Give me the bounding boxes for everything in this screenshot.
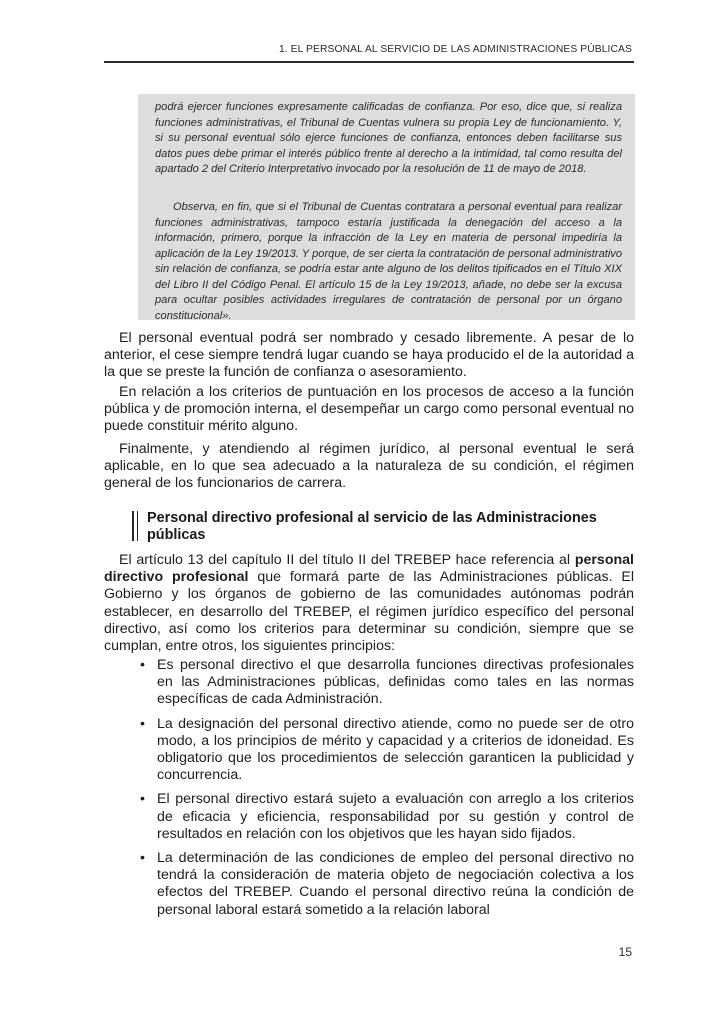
bullet-icon: •	[140, 850, 145, 867]
section-heading: Personal directivo profesional al servicio de las Administraciones públicas	[147, 510, 597, 543]
body-paragraph-3: Finalmente, y atendiendo al régimen jurídico, al personal eventual le será aplicable, en lo que sea adecuado a la naturaleza de su condición, el régimen general de los funcionarios de carrera.	[104, 441, 634, 492]
list-item-text: El personal directivo estará sujeto a evaluación con arreglo a los criterios de eficacia y eficiencia, responsabilidad por su gestión y control de resultados en relación con los objetivos que les hayan sido fijados.	[157, 791, 634, 842]
bullet-icon: •	[140, 715, 145, 732]
list-item-text: Es personal directivo el que desarrolla funciones directivas profesionales en las Administraciones públicas, definidas como tales en las normas específicas de cada Administración.	[157, 657, 634, 708]
running-header: 1. EL PERSONAL AL SERVICIO DE LAS ADMINISTRACIONES PÚBLICAS	[278, 44, 632, 55]
list-item-text: La designación del personal directivo atiende, como no puede ser de otro modo, a los principios de mérito y capacidad y a criterios de idoneidad. Es obligatorio que los procedimientos de selección garanticen la publicidad y concurrencia.	[157, 715, 634, 784]
quote-paragraph-2: Observa, en fin, que si el Tribunal de Cuentas contratara a personal eventual para realizar funciones administrativas, tampoco estaría justificada la denegación del acceso a la información, primero, porque la infracción de la Ley en materia de personal impediría la aplicación de la Ley 19/2013. Y porque, de ser cierta la contratación de personal administrativo sin relación de confianza, se podría estar ante alguno de los delitos tipificados en el Título XIX del Libro II del Código Penal. El artículo 15 de la Ley 19/2013, añade, no debe ser la excusa para ocultar posibles actividades irregulares de contratación de personal por un órgano constitucional».	[155, 201, 622, 322]
bullet-icon: •	[140, 657, 145, 673]
intro-text-end: que formará parte de las Administraciones públicas. El Gobierno y los órganos de gobierno de las comunidades autónomas podrán establecer, en desarrollo del TREBEP, el régimen jurídico específico del personal directivo, así como los criterios para determinar su condición, siempre que se cumplan, entre otros, los siguientes principios:	[104, 569, 634, 655]
body-paragraph-1: El personal eventual podrá ser nombrado y cesado libremente. A pesar de lo anterior, el cese siempre tendrá lugar cuando se haya producido el de la autoridad a la que se preste la función de confianza o asesoramiento.	[104, 330, 634, 381]
page-number: 15	[618, 945, 632, 959]
header-rule	[104, 61, 634, 63]
principles-list	[140, 657, 634, 926]
section-intro-paragraph	[104, 552, 634, 655]
list-item	[140, 791, 634, 843]
intro-text-start: El artículo 13 del capítulo II del título II del TREBEP hace referencia al	[119, 552, 575, 568]
list-item	[140, 657, 634, 709]
list-item	[140, 850, 634, 919]
bullet-icon: •	[140, 791, 145, 808]
list-item	[140, 716, 634, 785]
section-heading-marker	[132, 511, 138, 541]
body-paragraph-2: En relación a los criterios de puntuación en los procesos de acceso a la función pública y de promoción interna, el desempeñar un cargo como personal eventual no puede constituir mérito alguno.	[104, 384, 634, 435]
quote-paragraph-1: podrá ejercer funciones expresamente calificadas de confianza. Por eso, dice que, si realiza funciones administrativas, el Tribunal de Cuentas vulnera su propia Ley de funcionamiento. Y, si su personal eventual sólo ejerce funciones de confianza, entonces deben facilitarse sus datos pues debe primar el interés público frente al derecho a la intimidad, tal como resulta del apartado 2 del Criterio Interpretativo invocado por la resolución de 11 de mayo de 2018.	[155, 101, 622, 175]
intro-bold-term: personal directivo profesional	[104, 552, 634, 586]
quote-box	[138, 94, 635, 320]
list-item-text: La determinación de las condiciones de empleo del personal directivo no tendrá la consideración de materia objeto de negociación colectiva a los efectos del TREBEP. Cuando el personal directivo reúna la condición de personal laboral estará sometido a la relación laboral	[157, 850, 634, 918]
